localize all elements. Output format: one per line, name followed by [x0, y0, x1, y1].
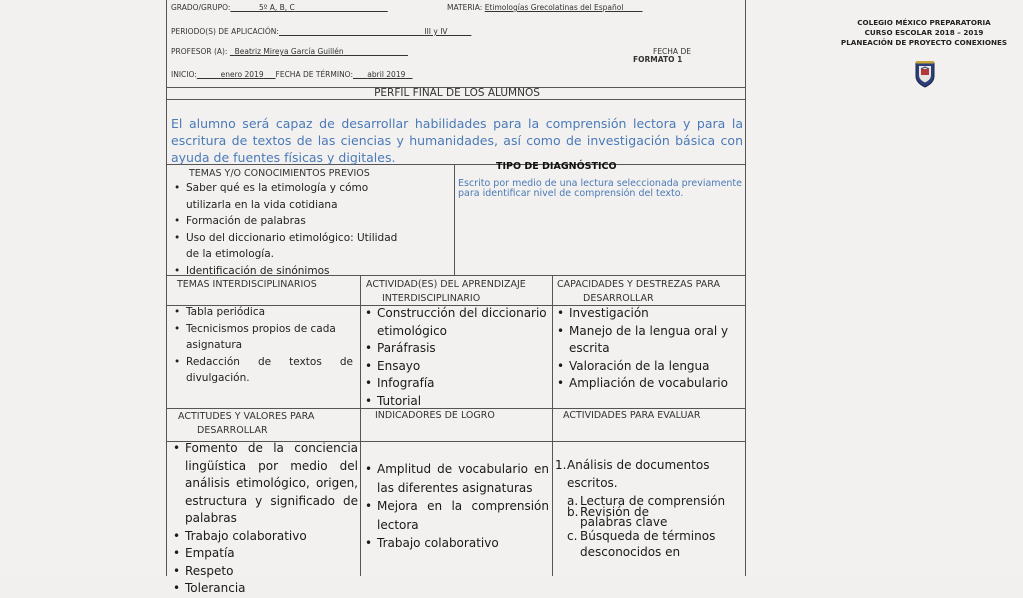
diagnostico-title: TIPO DE DIAGNÓSTICO — [496, 161, 617, 172]
interdisc-col3-list — [554, 305, 744, 393]
list-item: • Mejora en la comprensión lectora — [362, 497, 549, 534]
list-item: • Saber qué es la etimología y cómo utilizarla en la vida cotidiana — [171, 180, 401, 213]
eval-col2-list — [362, 460, 549, 553]
activity-main: Análisis de documentos escritos. — [567, 458, 710, 490]
profesor-row: PROFESOR (A): Beatriz Mireya García Guillén — [171, 47, 344, 56]
interdisc-col3-title: CAPACIDADES Y DESTREZAS PARA DESARROLLAR — [557, 279, 721, 304]
list-item: • Ensayo — [362, 358, 548, 376]
perfil-title: PERFIL FINAL DE LOS ALUMNOS — [374, 87, 540, 99]
profesor-value: Beatriz Mireya García Guillén — [234, 47, 344, 56]
eval-col3-activity: 1. Análisis de documentos escritos. a. Lectura de comprensión b. Revisión de palabras clave c. Búsqueda de términos desconocidos en — [555, 457, 743, 560]
list-item: • Trabajo colaborativo — [362, 534, 549, 553]
eval-col3-title: ACTIVIDADES PARA EVALUAR — [563, 410, 701, 421]
list-item: • Construcción del diccionario etimológico — [362, 305, 548, 340]
list-item: • Amplitud de vocabulario en las diferentes asignaturas — [362, 460, 549, 497]
periodo-row: PERIODO(S) DE APLICACIÓN: III y IV — [171, 27, 448, 36]
temas-previos-list — [171, 180, 401, 279]
fechas-row: INICIO: enero 2019 FECHA DE TÉRMINO: abril 2019 — [171, 70, 406, 79]
list-item: • Ampliación de vocabulario — [554, 375, 744, 393]
perfil-text: El alumno será capaz de desarrollar habilidades para la comprensión lectora y para la escritura de textos de las ciencias y humanidades, así como de investigación básica con ayuda de fuentes físicas y digitales. — [171, 116, 743, 165]
list-item: • Tecnicismos propios de cada asignatura — [171, 321, 353, 354]
inicio-value: enero 2019 — [220, 70, 264, 79]
interdisc-col2-list — [362, 305, 548, 410]
grado-row: GRADO/GRUPO: 5º A, B, C — [171, 3, 295, 12]
list-item: • Empatía — [170, 545, 358, 563]
fecha-label: FECHA DE — [653, 47, 691, 56]
termino-value: abril 2019 — [367, 70, 406, 79]
planning-form — [166, 0, 746, 595]
interdisc-col1-title: TEMAS INTERDISCIPLINARIOS — [177, 279, 317, 290]
list-item: c. Búsqueda de términos desconocidos en — [567, 528, 716, 559]
institution-name: COLEGIO MÉXICO PREPARATORIA — [857, 18, 991, 27]
list-item: • Infografía — [362, 375, 548, 393]
temas-previos-title: TEMAS Y/O CONOCIMIENTOS PREVIOS — [189, 168, 370, 179]
diagnostico-text: Escrito por medio de una lectura seleccionada previamente para identificar nivel de comprensión del texto. — [458, 178, 742, 199]
formato-label: FORMATO 1 — [633, 55, 683, 64]
list-item: • Formación de palabras — [171, 213, 401, 230]
list-item: • Respeto — [170, 563, 358, 581]
list-item: • Valoración de la lengua — [554, 358, 744, 376]
materia-row: MATERIA: Etimologías Grecolatinas del Español — [447, 3, 624, 12]
institution-header — [826, 18, 1022, 48]
list-item: • Identificación de sinónimos — [171, 263, 401, 280]
interdisc-col1-list — [171, 304, 353, 387]
school-year: CURSO ESCOLAR 2018 – 2019 — [864, 28, 984, 37]
list-item: a. Lectura de comprensión — [567, 494, 726, 508]
list-item: • Fomento de la conciencia lingüística por medio del análisis etimológico, origen, estructura y significado de palabras — [170, 440, 358, 528]
eval-col1-title: ACTITUDES Y VALORES PARA DESARROLLAR — [178, 411, 315, 436]
grado-value: 5º A, B, C — [259, 3, 295, 12]
interdisc-col2-title: ACTIVIDAD(ES) DEL APRENDIZAJE INTERDISCIPLINARIO — [366, 279, 526, 304]
eval-col2-title: INDICADORES DE LOGRO — [375, 410, 495, 421]
list-item: • Paráfrasis — [362, 340, 548, 358]
list-item: • Redacción de textos de divulgación. — [171, 354, 353, 387]
materia-value: Etimologías Grecolatinas del Español — [484, 3, 624, 12]
eval-col1-list — [170, 440, 358, 598]
list-item: • Trabajo colaborativo — [170, 528, 358, 546]
list-item: • Manejo de la lengua oral y escrita — [554, 323, 744, 358]
periodo-value: III y IV — [424, 27, 448, 36]
activity-sublist — [555, 496, 743, 560]
list-item: • Investigación — [554, 305, 744, 323]
list-item: • Tabla periódica — [171, 304, 353, 321]
project-title: PLANEACIÓN DE PROYECTO CONEXIONES — [840, 38, 1008, 47]
list-item: • Uso del diccionario etimológico: Utilidad de la etimología. — [171, 230, 401, 263]
list-item: b. Revisión de palabras clave — [567, 504, 668, 529]
list-item: • Tolerancia — [170, 580, 358, 598]
school-crest-icon — [914, 60, 936, 88]
list-item: • Tutorial — [362, 393, 548, 411]
